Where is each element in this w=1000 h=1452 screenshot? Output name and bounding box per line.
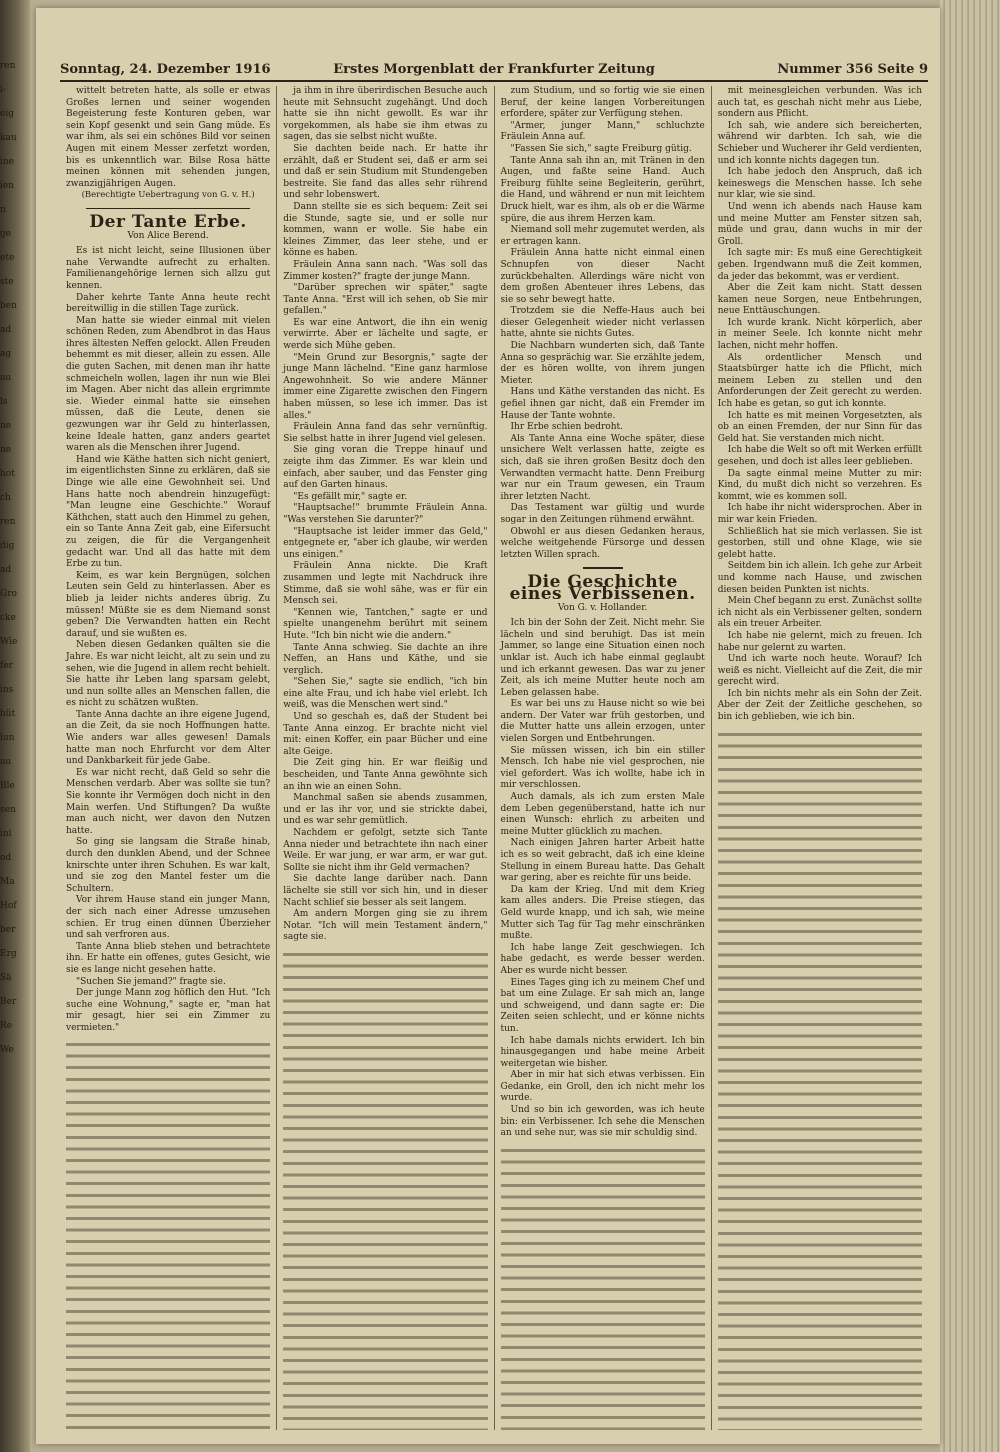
paragraph: Ich habe ihr nicht widersprochen. Aber in mir war kein Frieden. — [717, 503, 922, 525]
paragraph: Sie ging voran die Treppe hinauf und zeigte ihm das Zimmer. Es war klein und einfach, aber sauber, und das Fenster ging auf den Garten hinaus. — [283, 445, 488, 491]
story-body — [66, 246, 270, 1034]
fragment-word: od — [0, 853, 12, 863]
column-3 — [495, 86, 712, 1430]
paragraph: Eines Tages ging ich zu meinem Chef und bat um eine Zulage. Er sah mich an, lange und schweigend, und dann sagte er: Die Zeiten seien schlecht, und er könne nichts tun. — [500, 977, 705, 1034]
paragraph: Daher kehrte Tante Anna heute recht bereitwillig in die stillen Tage zurück. — [66, 292, 271, 315]
paragraph: "Es gefällt mir," sagte er. — [293, 491, 408, 502]
paragraph: Mein Chef begann zu erst. Zunächst sollte ich nicht als ein Verbissener gelten, sondern als ein treuer Arbeiter. — [717, 596, 922, 630]
fragment-word: ag — [0, 349, 12, 359]
paragraph: Das Testament war gültig und wurde sogar in den Zeitungen rühmend erwähnt. — [500, 503, 705, 525]
paragraph: Ich sagte mir: Es muß eine Gerechtigkeit geben. Irgendwann muß die Zeit kommen, da jeder das bekommt, was er verdient. — [717, 248, 922, 282]
paragraph: Trotzdem sie die Neffe-Haus auch bei dieser Gelegenheit wieder nicht verlassen hatte, ahnte sie nichts Gutes. — [500, 306, 705, 340]
paragraph: Tante Anna dachte an ihre eigene Jugend, an die Zeit, da sie noch Hoffnungen hatte. Wie anders war alles gewesen! Damals hatte man noch Ehrfurcht vor dem Alter und Dankbarkeit für jede Gabe. — [66, 709, 271, 767]
story-title-tante-erbe: Der Tante Erbe. — [89, 211, 247, 232]
paragraph: Es war eine Antwort, die ihn ein wenig verwirrte. Aber er lächelte und sagte, er werde sich Mühe geben. — [283, 317, 488, 352]
fragment-word: ch — [0, 493, 11, 503]
story-body-continued — [283, 86, 487, 944]
paragraph: Fräulein Anna sann nach. "Was soll das Zimmer kosten?" fragte der junge Mann. — [283, 259, 488, 282]
fragment-word: ad — [0, 325, 12, 335]
story-end-rule — [583, 567, 623, 569]
story-byline-hollander: Von G. v. Hollander. — [557, 602, 648, 613]
fragment-word: ben — [0, 301, 17, 311]
fragment-word: Hof — [0, 901, 17, 911]
fragment-word: cke — [0, 613, 16, 623]
paragraph: Manchmal saßen sie abends zusammen, und er las ihr vor, und sie strickte dabei, und es war sehr gemütlich. — [283, 793, 488, 827]
header-date: Sonntag, 24. Dezember 1916 — [60, 62, 271, 77]
adjacent-page-fragment — [0, 60, 28, 1430]
paragraph: Hans und Käthe verstanden das nicht. Es gefiel ihnen gar nicht, daß ein Fremder im Hause der Tante wohnte. — [500, 387, 705, 421]
paragraph: Tante Anna schwieg. Sie dachte an ihre Neffen, an Hans und Käthe, und sie verglich. — [283, 642, 488, 676]
fragment-word: ine — [0, 157, 15, 167]
fragment-word: au — [0, 757, 12, 767]
paragraph: Ich bin nichts mehr als ein Sohn der Zeit. Aber der Zeit der Zeitliche geschehen, so bin ich geblieben, wie ich bin. — [717, 688, 922, 723]
paragraph: Hand wie Käthe hatten sich nicht geniert, im eigentlichsten Sinne zu erklären, daß sie Dinge wie alle eine Gewohnheit sei. Und Hans hatte noch abendrein hinzugefügt: "Man leugne eine Geschichte." Worauf Käthchen, statt auch den Himmel zu gehen, ein so Tante Anna Zeit gab, eine Eifersucht zu zeigen, die für die Vergangenheit gedacht war. Und all das hatte mit dem Erbe zu tun. — [66, 454, 271, 570]
fragment-word: eig — [0, 109, 14, 119]
paragraph: Es war bei uns zu Hause nicht so wie bei andern. Der Vater war früh gestorben, und die Mutter hatte uns allein erzogen, unter vielen Sorgen und Entbehrungen. — [500, 699, 705, 745]
fragment-word: ge — [0, 229, 12, 239]
fragment-word: lun — [0, 733, 15, 743]
fragment-word: Ber — [0, 997, 17, 1007]
paragraph: zum Studium, und so fortig wie sie einen Beruf, der keine langen Vorbereitungen erfordere, später zur Verfügung stehen. — [500, 86, 705, 120]
paragraph: "Sehen Sie," sagte sie endlich, "ich bin eine alte Frau, und ich habe viel erlebt. Ich weiß, was die Menschen wert sind." — [283, 677, 488, 711]
fragment-word: Gro — [0, 589, 17, 599]
fragment-word: hüt — [0, 709, 16, 719]
paragraph: Der junge Mann zog höflich den Hut. "Ich suche eine Wohnung," sagte er, "man hat mir gesagt, hier sei ein Zimmer zu vermieten." — [66, 988, 271, 1033]
fragment-word: Ble — [0, 781, 15, 791]
paragraph: Ich habe jedoch den Anspruch, daß ich keineswegs die Menschen hasse. Ich sehe nur klar, wie sie sind. — [717, 167, 922, 201]
translation-note: (Berechtigte Uebertragung von G. v. H.) — [81, 190, 255, 201]
second-story-body — [501, 618, 705, 1140]
paragraph: Als Tante Anna eine Woche später, diese unsichere Welt verlassen hatte, zeigte es sich, daß sie ihren großen Besitz doch den Verwandten vermacht hatte. Denn Freiburg war nur ein Traum gewesen, ein Traum ihrer letzten Nacht. — [500, 433, 705, 502]
paragraph: Ich habe lange Zeit geschwiegen. Ich habe gedacht, es werde besser werden. Aber es wurde nicht besser. — [500, 942, 705, 976]
paragraph: Nachdem er gefolgt, setzte sich Tante Anna nieder und betrachtete ihn nach einer Weile. Er war jung, er war arm, er war gut. Sollte sie nicht ihm ihr Geld vermachen? — [283, 828, 488, 873]
story-body-ending — [501, 86, 705, 561]
paragraph: Schließlich hat sie mich verlassen. Sie ist gestorben, still und ohne Klage, wie sie gelebt hatte. — [717, 526, 922, 560]
column-2 — [277, 86, 494, 1430]
print-texture — [718, 728, 922, 1430]
fragment-word: Erg — [0, 949, 17, 959]
paragraph: Sie dachte lange darüber nach. Dann lächelte sie still vor sich hin, und in dieser Nacht schlief sie besser als seit langem. — [283, 874, 488, 908]
page-stack-edge — [940, 0, 1000, 1452]
paragraph: Keim, es war kein Bergnügen, solchen Leuten sein Geld zu hinterlassen. Aber es blieb ja leider nichts anderes übrig. Zu müssen! Müßte sie es dem Niemand sonst geben? Die Verwandten hatten ein Recht darauf, und sie wußten es. — [66, 570, 271, 639]
fragment-word: ins — [0, 685, 14, 695]
paragraph: Die Nachbarn wunderten sich, daß Tante Anna so gesprächig war. Sie erzählte jedem, der es hören wollte, von ihrem jungen Mieter. — [500, 341, 705, 386]
print-texture — [66, 1038, 270, 1430]
paragraph: Als ordentlicher Mensch und Staatsbürger hatte ich die Pflicht, mich meinem Leben zu stellen und den Anforderungen der Zeit gerecht zu werden. Ich habe es getan, so gut ich konnte. — [717, 352, 922, 410]
fragment-word: fer — [0, 661, 13, 671]
paragraph: So ging sie langsam die Straße hinab, durch den dunklen Abend, und der Schnee knirschte unter ihren Schuhen. Es war kalt, und sie zog den Mantel fester um die Schultern. — [66, 837, 271, 894]
paragraph: Am andern Morgen ging sie zu ihrem Notar. "Ich will mein Testament ändern," sagte sie. — [283, 909, 488, 943]
paragraph: Obwohl er aus diesen Gedanken heraus, welche weitgehende Fürsorge und dessen letzten Willen sprach. — [500, 526, 705, 560]
paragraph: Ich habe damals nichts erwidert. Ich bin hinausgegangen und habe meine Arbeit weitergetan wie bisher. — [500, 1035, 705, 1069]
paragraph: "Hauptsache ist leider immer das Geld," entgegnete er, "aber ich glaube, wir werden uns einigen." — [283, 526, 488, 560]
paragraph: Dann stellte sie es sich bequem: Zeit sei die Stunde, sagte sie, und er solle nur kommen, wann er wolle. Sie habe ein kleines Zimmer, das leer stehe, und er könne es haben. — [283, 201, 488, 259]
fragment-word: ne — [0, 445, 12, 455]
fragment-word: We — [0, 1045, 14, 1055]
paragraph: Aber die Zeit kam nicht. Statt dessen kamen neue Sorgen, neue Entbehrungen, neue Enttäuschungen. — [717, 283, 922, 317]
header-issue: Nummer 356 Seite 9 — [777, 62, 928, 77]
paragraph: "Hauptsache!" brummte Fräulein Anna. "Was verstehen Sie darunter?" — [283, 503, 488, 525]
second-story-continued — [718, 86, 922, 724]
column-1 — [60, 86, 277, 1430]
paragraph: Da kam der Krieg. Und mit dem Krieg kam alles anders. Die Preise stiegen, das Geld wurde knapp, und ich sah, wie meine Mutter sich Tag für Tag mehr einschränken mußte. — [500, 884, 705, 942]
fragment-word: ber — [0, 925, 16, 935]
paragraph: Ihr Erbe schien bedroht. — [510, 422, 623, 433]
text-columns — [60, 86, 928, 1430]
paragraph: Ich sah, wie andere sich bereicherten, während wir darbten. Ich sah, wie die Schieber und Wucherer ihr Geld verdienten, und ich konnte nichts dagegen tun. — [717, 120, 922, 166]
paragraph: Seitdem bin ich allein. Ich gehe zur Arbeit und komme nach Hause, und zwischen diesen beiden Punkten ist nichts. — [717, 561, 922, 595]
paragraph: Nach einigen Jahren harter Arbeit hatte ich es so weit gebracht, daß ich eine kleine Stellung in einem Bureau hatte. Das Gehalt war gering, aber es reichte für uns beide. — [500, 838, 705, 884]
paragraph: Da sagte einmal meine Mutter zu mir: Kind, du mußt dich nicht so verzehren. Es kommt, wie es kommen soll. — [717, 468, 922, 502]
fragment-word: ls — [0, 397, 8, 407]
fragment-word: dig — [0, 541, 15, 551]
paragraph: "Mein Grund zur Besorgnis," sagte der junge Mann lächelnd. "Eine ganz harmlose Angewohnheit. So wie andere Männer immer eine Zigarette zwischen den Fingern haben müssen, so lese ich immer. Das ist alles." — [283, 352, 488, 421]
paragraph: "Armer, junger Mann," schluchzte Fräulein Anna auf. — [500, 120, 705, 143]
paragraph: Ich wurde krank. Nicht körperlich, aber in meiner Seele. Ich konnte nicht mehr lachen, nicht mehr hoffen. — [717, 317, 922, 352]
paragraph: Neben diesen Gedanken quälten sie die Jahre. Es war nicht leicht, alt zu sein und zu sehen, wie die Jugend in allem recht behielt. Sie hatte ihr Leben lang sparsam gelebt, und nun sollte alles an Menschen fallen, die es nicht zu schätzen wußten. — [66, 640, 271, 709]
paragraph: Sie dachten beide nach. Er hatte ihr erzählt, daß er Student sei, daß er arm sei und daß er sein Studium mit Stundengeben bestreite. Sie fand das alles sehr rührend und sehr lobenswert. — [283, 143, 488, 201]
story-title-verbissenen: Die Geschichte eines Verbissenen. — [509, 572, 696, 604]
header-paper-name: Erstes Morgenblatt der Frankfurter Zeitung — [333, 62, 655, 77]
page-header — [60, 60, 928, 82]
column-1-top-text: wittelt betreten hatte, als solle er etwas Großes lernen und seiner wogenden Begeisterung feste Konturen geben, war sein Kopf gesenkt und sein Gang müde. Es war ihm, als sei ein schönes Bild vor seinen Augen mit einem Messer zerfetzt worden, bis es unkenntlich war. Bilse Rosa hätte meinen können mit sehenden jungen, zwanzigjährigen Augen. — [66, 86, 271, 189]
paragraph: Vor ihrem Hause stand ein junger Mann, der sich nach einer Adresse umzusehen schien. Er trug einen dünnen Überzieher und sah verfroren aus. — [66, 895, 271, 941]
paragraph: Ich habe nie gelernt, mich zu freuen. Ich habe nur gelernt zu warten. — [717, 630, 922, 653]
fragment-word: n — [0, 205, 6, 215]
paragraph: Es ist nicht leicht, seine Illusionen über nahe Verwandte aufrecht zu erhalten. Familienangehörige lernen sich allzu gut kennen. — [66, 246, 271, 291]
column-4 — [712, 86, 928, 1430]
paragraph: Auch damals, als ich zum ersten Male dem Leben gegenüberstand, hatte ich nur einen Wunsch: ehrlich zu arbeiten und meine Mutter glücklich zu machen. — [500, 792, 705, 837]
fragment-word: i- — [0, 85, 6, 95]
fragment-word: Re — [0, 1021, 13, 1031]
story-byline-berend: Von Alice Berend. — [127, 230, 209, 241]
paragraph: Fräulein Anna nickte. Die Kraft zusammen und legte mit Nachdruck ihre Stimme, daß sie wohl sähe, was er für ein Mensch sei. — [283, 561, 488, 607]
paragraph: Und so geschah es, daß der Student bei Tante Anna einzog. Er brachte nicht viel mit: einen Koffer, ein paar Bücher und eine alte Geige. — [283, 712, 488, 757]
fragment-word: ren — [0, 517, 16, 527]
fragment-word: sen — [0, 805, 16, 815]
paragraph: "Suchen Sie jemand?" fragte sie. — [76, 976, 226, 987]
paragraph: Man hatte sie wieder einmal mit vielen schönen Reden, zum Abendbrot in das Haus ihres ältesten Neffen gelockt. Allen Freuden behemmt es mit dieser, allein zu essen. Alle die guten Sachen, mit denen man ihr hatte schmeicheln wollen, lagen ihr nun wie Blei im Magen. Aber nicht das allein ergrimmte sie. Wieder einmal hatte sie einsehen müssen, daß die Leute, denen sie gezwungen war ihr Geld zu hinterlassen, keine Ideale hatten, ganz anders geartet waren als die Menschen ihrer Jugend. — [66, 315, 271, 454]
fragment-word: ete — [0, 253, 15, 263]
fragment-word: au — [0, 373, 12, 383]
paragraph: Aber in mir hat sich etwas verbissen. Ein Gedanke, ein Groll, den ich nicht mehr los wurde. — [500, 1070, 705, 1104]
paragraph: Die Zeit ging hin. Er war fleißig und bescheiden, und Tante Anna gewöhnte sich an ihn wie an einen Sohn. — [283, 758, 488, 792]
paragraph: Ich bin der Sohn der Zeit. Nicht mehr. Sie lächeln und sind beruhigt. Das ist mein Jammer, so lange eine Situation einen noch unklar ist. Auch ich habe einmal geglaubt und ich erkannt gewesen. Das war zu jener Zeit, als ich meine Mutter heute noch am Leben gelassen habe. — [500, 618, 705, 698]
paragraph: Und wenn ich abends nach Hause kam und meine Mutter am Fenster sitzen sah, müde und grau, dann wuchs in mir der Groll. — [717, 201, 922, 247]
fragment-word: ren — [0, 61, 16, 71]
paragraph: Fräulein Anna hatte nicht einmal einen Schnupfen von dieser Nacht zurückbehalten. Allerdings wäre nicht von dem großen Abenteuer ihres Lebens, das sie so sehr bewegt hatte. — [500, 248, 705, 305]
fragment-word: ien — [0, 181, 15, 191]
fragment-word: kau — [0, 133, 17, 143]
newspaper-page — [36, 8, 940, 1444]
section-divider — [86, 208, 250, 209]
paragraph: Es war nicht recht, daß Geld so sehr die Menschen verdarb. Aber was sollte sie tun? Sie konnte ihr Vermögen doch nicht in den Main werfen. Und Stiftungen? Da wußte man auch nicht, wer davon den Nutzen hatte. — [66, 767, 271, 836]
paragraph: Tante Anna sah ihn an, mit Tränen in den Augen, und faßte seine Hand. Auch Freiburg fühlte seine Begleiterin, gerührt, die Hand, und während er nun mit leichtem Druck hielt, war es ihm, als ob er die Wärme spüre, die aus ihrem Herzen kam. — [500, 155, 705, 224]
print-texture — [501, 1144, 705, 1430]
print-texture — [283, 948, 487, 1430]
paragraph: Ich habe die Welt so oft mit Werken erfüllt gesehen, und doch ist alles leer geblieben. — [717, 445, 922, 467]
paragraph: Tante Anna blieb stehen und betrachtete ihn. Er hatte ein offenes, gutes Gesicht, wie sie es lange nicht gesehen hatte. — [66, 941, 271, 975]
fragment-word: Ma — [0, 877, 15, 887]
paragraph: "Darüber sprechen wir später," sagte Tante Anna. "Erst will ich sehen, ob Sie mir gefallen." — [283, 283, 488, 317]
fragment-word: ad — [0, 565, 12, 575]
fragment-word: ste — [0, 277, 14, 287]
paragraph: Ich hatte es mit meinen Vorgesetzten, als ob an einen Fremden, der nur Sinn für das Geld hat. Sie verstanden mich nicht. — [717, 410, 922, 444]
paragraph: mit meinesgleichen verbunden. Was ich auch tat, es geschah nicht mehr aus Liebe, sondern aus Pflicht. — [717, 86, 922, 120]
fragment-word: Wie — [0, 637, 18, 647]
paragraph: ja ihm in ihre überirdischen Besuche auch heute mit Sehnsucht zugehängt. Und doch hatte sie ihn nicht gewollt. Es war ihr vorgekommen, als habe sie ihm etwas zu sagen, das sie selbst nicht wußte. — [283, 86, 488, 143]
fragment-word: Sä — [0, 973, 12, 983]
paragraph: Und so bin ich geworden, was ich heute bin: ein Verbissener. Ich sehe die Menschen an und sehe nur, was sie mir schuldig sind. — [500, 1105, 705, 1139]
paragraph: Niemand soll mehr zugemutet werden, als er ertragen kann. — [500, 225, 705, 247]
fragment-word: hot — [0, 469, 15, 479]
paragraph: "Fassen Sie sich," sagte Freiburg gütig. — [510, 143, 692, 154]
paragraph: "Kennen wie, Tantchen," sagte er und spielte unangenehm berührt mit seinem Hute. "Ich bin nicht wie die andern." — [283, 607, 488, 641]
fragment-word: ne — [0, 421, 12, 431]
paragraph: Sie müssen wissen, ich bin ein stiller Mensch. Ich habe nie viel gesprochen, nie viel gefordert. Was ich wollte, habe ich in mir verschlossen. — [500, 745, 705, 791]
paragraph: Und ich warte noch heute. Worauf? Ich weiß es nicht. Vielleicht auf die Zeit, die mir gerecht wird. — [717, 654, 922, 688]
paragraph: Fräulein Anna fand das sehr vernünftig. Sie selbst hatte in ihrer Jugend viel gelesen. — [283, 422, 488, 444]
fragment-word: ini — [0, 829, 12, 839]
